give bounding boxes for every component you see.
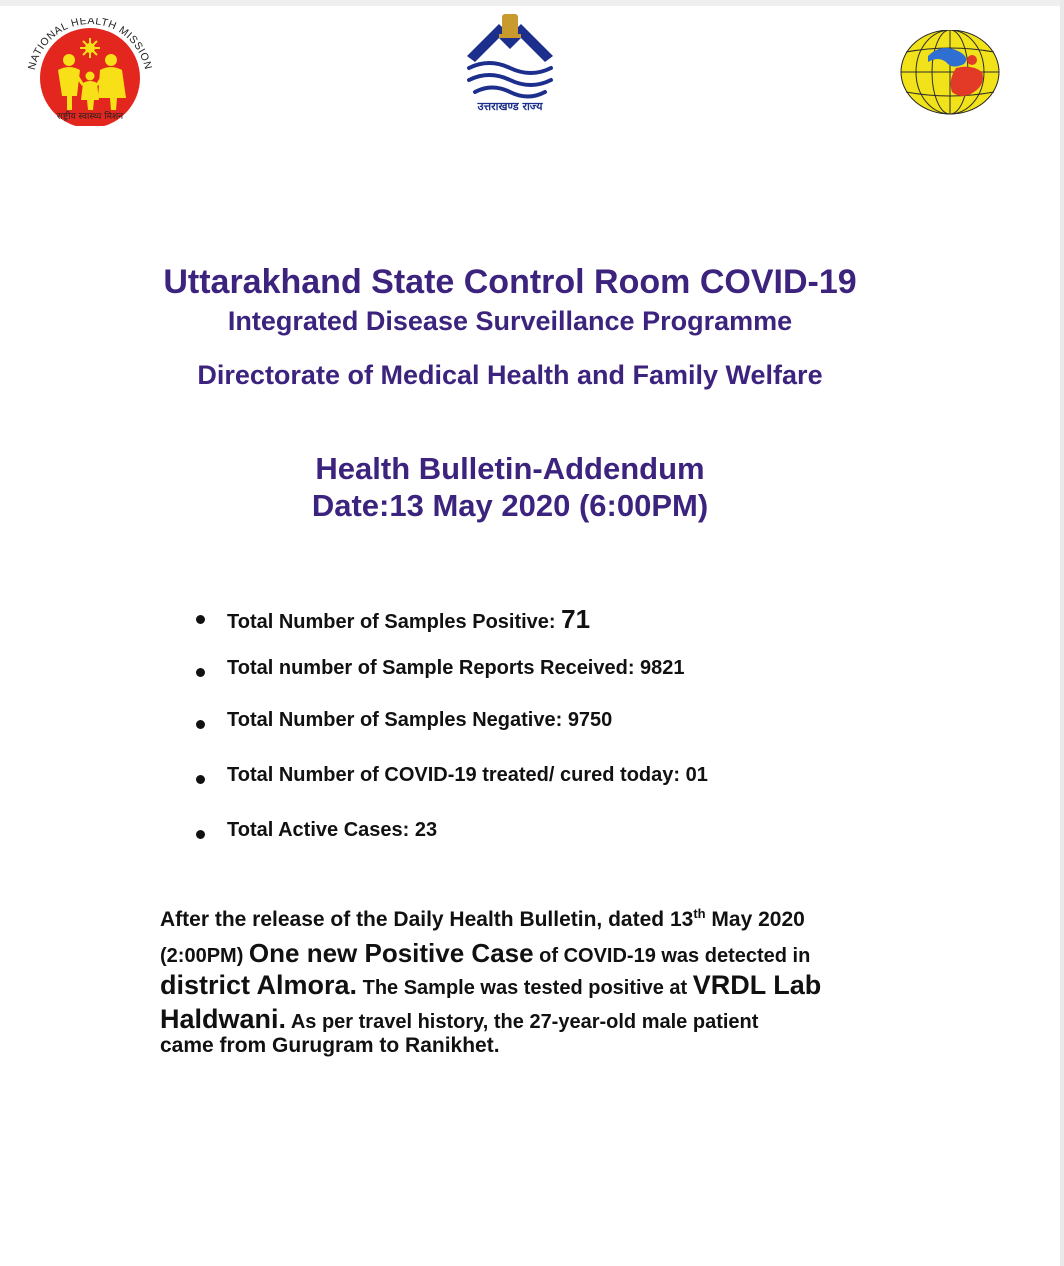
paragraph-line [160,938,900,970]
text-run: of COVID-19 was detected in [533,945,811,967]
case-details-paragraph [160,906,900,1064]
bullet-icon [196,830,205,839]
uttarakhand-caption: उत्तराखण्ड राज्य [477,100,543,113]
bullet-icon [196,668,205,677]
stat-negative [190,709,708,764]
stat-value: 71 [561,604,591,634]
stat-reports-received [190,657,708,709]
top-edge [0,0,1064,6]
programme-subtitle: Integrated Disease Surveillance Programme [227,306,793,336]
emphasis-text: One new Positive Case [248,938,534,968]
stat-label: Total Number of Samples Positive: [227,611,562,633]
stat-value: 01 [685,764,708,786]
bullet-icon [196,720,205,729]
paragraph-line [160,1034,900,1064]
stat-label: Total Number of COVID-19 treated/ cured today: [227,764,686,786]
page-title: Uttarakhand State Control Room COVID-19 [163,263,857,301]
bulletin-title: Health Bulletin-Addendum [315,451,705,486]
idsp-globe-logo [898,30,1004,118]
stat-label: Total Number of Samples Negative: [227,709,568,731]
paragraph-line [160,970,900,1004]
nhm-caption: राष्ट्रीय स्वास्थ्य मिशन [56,112,124,122]
paragraph-line [160,1004,900,1034]
bullet-icon [196,775,205,784]
emphasis-text: district Almora. [160,970,358,1000]
emphasis-text: VRDL Lab [692,970,822,1000]
text-run: The Sample was tested positive at [357,977,693,999]
stat-label: Total Active Cases: [227,819,415,841]
text-run: came from Gurugram to Ranikhet. [160,1034,500,1057]
stat-value: 23 [414,819,438,841]
bulletin-date: Date:13 May 2020 (6:00PM) [311,488,709,523]
emphasis-text: Haldwani. [160,1004,287,1034]
text-run: After the release of the Daily Health Bulletin, dated 13 [160,908,694,931]
bullet-icon [196,615,205,624]
superscript: th [693,906,706,921]
stat-value: 9750 [567,709,613,731]
stat-active-cases [190,819,708,871]
right-edge [1060,0,1064,1266]
text-run: May 2020 [705,908,805,931]
stat-value: 9821 [640,657,685,679]
stat-label: Total number of Sample Reports Received: [227,657,641,679]
stats-list [190,604,708,871]
text-run: As per travel history, the 27-year-old male patient [286,1011,759,1033]
stat-positive [190,604,708,657]
nhm-arc-text: NATIONAL HEALTH MISSION [25,18,155,72]
directorate-subtitle: Directorate of Medical Health and Family Welfare [197,360,823,390]
stat-cured-today [190,764,708,819]
text-run: (2:00PM) [160,945,249,967]
paragraph-line [160,906,900,938]
